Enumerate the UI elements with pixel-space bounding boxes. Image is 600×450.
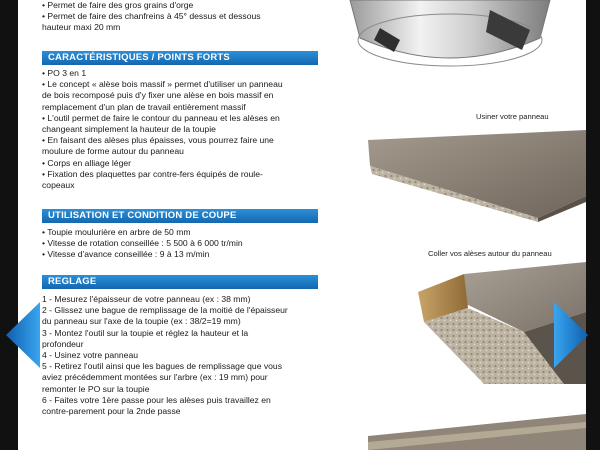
list-item: 6 - Faites votre 1ère passe pour les alèses puis travaillez en — [42, 394, 271, 405]
document-page — [18, 0, 586, 450]
list-item: contre-parement pour la 2nde passe — [42, 406, 181, 417]
list-item: changeant simplement la hauteur de la toupie — [42, 124, 216, 135]
intro-line: • Permet de faire des gros grains d'orge — [42, 0, 194, 10]
list-item: • Vitesse d'avance conseillée : 9 à 13 m/min — [42, 249, 210, 260]
section-header-caracteristiques: CARACTÉRISTIQUES / POINTS FORTS — [42, 51, 318, 65]
arrow-left-icon[interactable] — [4, 300, 42, 370]
router-cutter-image — [340, 0, 560, 72]
list-item: • PO 3 en 1 — [42, 68, 87, 78]
list-item: 5 - Retirez l'outil ainsi que les bagues de remplissage que vous — [42, 361, 283, 372]
intro-line: hauteur maxi 20 mm — [42, 22, 121, 33]
section-body-utilisation — [42, 227, 322, 261]
list-item: du panneau sur l'axe de la toupie (ex : 38/2=19 mm) — [42, 316, 241, 327]
caption-panel: Usiner votre panneau — [476, 112, 549, 121]
list-item: remonter le PO sur la toupie — [42, 383, 150, 394]
intro-list — [42, 0, 322, 34]
list-item: moulure de forme autour du panneau — [42, 146, 184, 157]
intro-line: • Permet de faire des chanfreins à 45° dessus et dessous — [42, 11, 261, 22]
section-header-reglage: REGLAGE — [42, 275, 318, 289]
section-body-caracteristiques — [42, 68, 322, 191]
arrow-right-icon[interactable] — [552, 300, 590, 370]
list-item: • Fixation des plaquettes par contre-fers équipés de roule- — [42, 168, 263, 179]
section-body-reglage — [42, 294, 322, 417]
finished-panel-photo — [368, 410, 586, 450]
list-item: • Corps en alliage léger — [42, 157, 131, 168]
list-item: 1 - Mesurez l'épaisseur de votre panneau (ex : 38 mm) — [42, 294, 251, 304]
list-item: 4 - Usinez votre panneau — [42, 350, 139, 361]
caption-edge: Coller vos alèses autour du panneau — [428, 249, 552, 258]
list-item: • En faisant des alèses plus épaisses, vous pourrez faire une — [42, 135, 274, 146]
list-item: copeaux — [42, 180, 75, 191]
panel-photo — [348, 126, 586, 222]
list-item: • L'outil permet de faire le contour du panneau et les alèses en — [42, 112, 280, 123]
list-item: 2 - Glissez une bague de remplissage de la moitié de l'épaisseur — [42, 305, 288, 316]
list-item: • Vitesse de rotation conseillée : 5 500 à 6 000 tr/min — [42, 238, 243, 249]
list-item: 3 - Montez l'outil sur la toupie et réglez la hauteur et la — [42, 327, 249, 338]
list-item: aviez précédemment montées sur l'arbre (ex : 19 mm) pour — [42, 372, 268, 383]
list-item: de bois recomposé puis d'y fixer une alèse en bois massif en — [42, 90, 274, 101]
list-item: • Le concept « alèse bois massif » permet d'utiliser un panneau — [42, 79, 283, 90]
list-item: profondeur — [42, 338, 84, 349]
section-header-utilisation: UTILISATION ET CONDITION DE COUPE — [42, 209, 318, 223]
list-item: remplacement d'un plan de travail entièrement massif — [42, 101, 246, 112]
list-item: • Toupie moulurière en arbre de 50 mm — [42, 227, 191, 237]
